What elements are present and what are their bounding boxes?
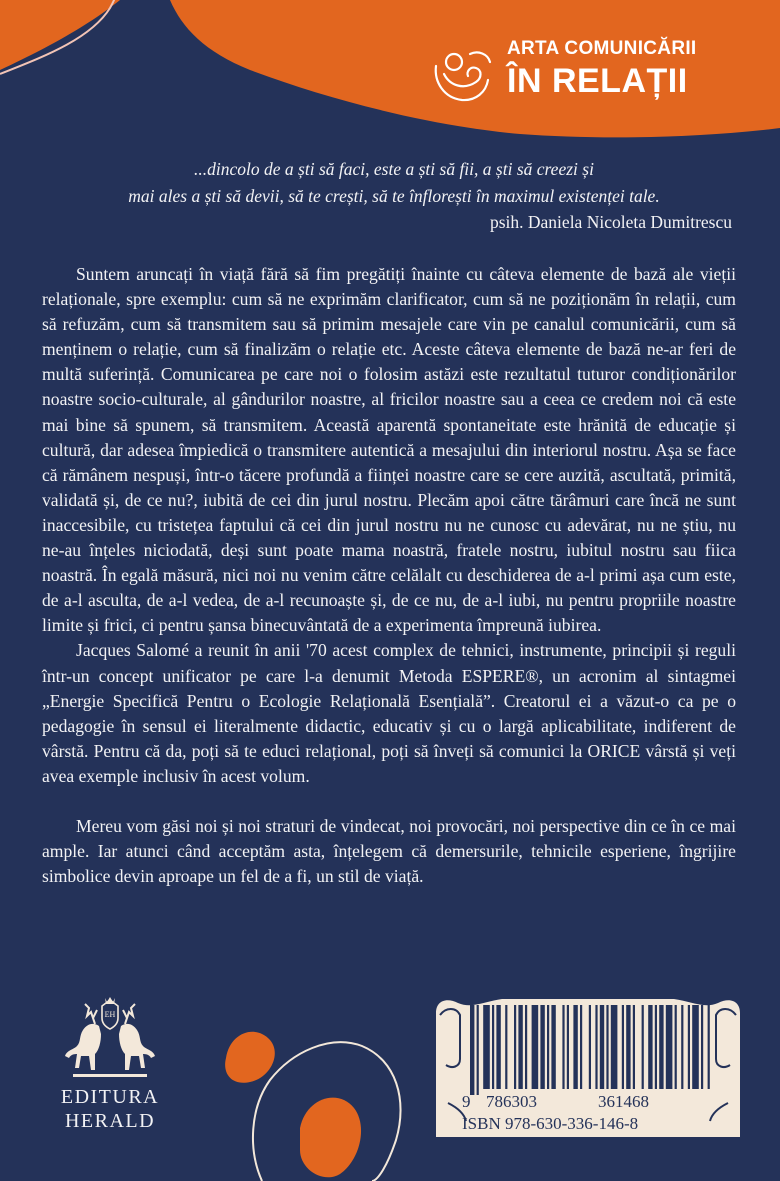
barcode-bar [675,1005,677,1089]
barcode-bar [580,1005,582,1089]
barcode-digit-group: 9 [462,1092,471,1111]
blurb-paragraph: Mereu vom găsi noi și noi straturi de vindecat, noi provocări, noi perspective din ce în ce mai ample. Iar atunci când acceptăm asta, înțelegem că demersurile, tehnicile esperiene, îngrijire simbolice devin aproape un fel de a fi, un stil de viață. [42,815,736,887]
series-title [507,38,697,100]
series-title-line1: ARTA COMUNICĂRII [507,38,697,59]
barcode-bar [642,1005,644,1089]
publisher-name-line1: EDITURA [60,1086,160,1108]
barcode-bar [606,1005,608,1089]
barcode-bar [600,1005,604,1089]
barcode-bar [551,1005,555,1089]
barcode-bar [659,1005,663,1089]
barcode-bar [562,1005,564,1089]
barcode-bar [505,1005,507,1089]
publisher-logo [40,996,180,1133]
quote-author: psih. Daniela Nicoleta Dumitrescu [489,212,732,232]
series-title-line2: ÎN RELAȚII [507,62,688,100]
twin-deer-crest-icon [55,996,165,1080]
barcode-bar [532,1005,539,1089]
barcode-bar [540,1005,544,1089]
quote-line: ...dincolo de a ști să faci, este a ști să fii, a ști să creezi și [194,159,594,179]
barcode-bar [547,1005,549,1089]
barcode-bar [492,1005,494,1089]
embrace-icon [430,42,496,108]
blurb-paragraph: Jacques Salomé a reunit în anii '70 acest complex de tehnici, instrumente, principii și reguli într-un concept unificator pe care l-a denumit Metoda ESPERE®, un acronim al sintagmei „Energie Specifică Pentru o Ecologie Relațională Esențială”. Creatorul ei a văzut-o ca pe o pedagogie în sensul ei literalmente didactic, educativ și cu o largă aplicabilitate, indiferent de vârstă. Pentru că da, poți să te educi relațional, poți să înveți să comunici la ORICE vârstă și veți avea exemple inclusiv în acest volum. [42,640,736,786]
barcode-bar [681,1005,683,1089]
barcode-bar [567,1005,569,1089]
barcode-bar [595,1005,597,1089]
barcode-bar [622,1005,624,1089]
publisher-monogram: EH [104,1010,116,1019]
barcode-bar [688,1005,690,1089]
barcode-bar [525,1005,527,1089]
barcode-digit-group: 361468 [598,1092,649,1111]
barcode-bar [633,1005,635,1089]
barcode-bar [496,1005,500,1089]
barcode-bar [708,1005,710,1089]
barcode-bar [692,1005,699,1089]
barcode-bar [626,1005,630,1089]
blurb-paragraph: Suntem aruncați în viață fără să fim pregătiți înainte cu câteva elemente de bază ale vieții relaționale, spre exemplu: cum să ne exprimăm clarificator, cum să ne poziționăm în relații, cum să refuzăm, cum să transmitem sau să primim mesajele care vin pe canalul comunicării, cum să menținem o relație, cum să finalizăm o relație etc. Aceste câteva elemente de bază ne-ar feri de multă suferință. Comunicarea pe care noi o folosim astăzi este rezultatul tuturor condiționărilor noastre socio-culturale, al gândurilor noastre, al fricilor noastre sau a ceea ce credem noi că este mai bine să spunem, să transmitem. Această aparentă spontaneitate este hrănită de educație și cultură, dar adesea împiedică o transmitere autentică a mesajului din interiorul nostru. Așa se face că rămânem nespuși, într-o tăcere profundă a ființei noastre care se cere auzită, ascultată, primită, validată și, de ce nu?, iubită de cei din jurul nostru. Plecăm apoi către tărâmuri care încă ne sunt inaccesibile, cu tristețea faptului că cei din jurul nostru nu ne cunosc cu adevărat, nu ne știu, nu ne-au înțeles niciodată, deși sunt poate mama noastră, fratele nostru, iubitul nostru sau fiica noastră. În egală măsură, nici noi nu venim către celălalt cu deschiderea de a-l primi așa cum este, de a-l asculta, de a-l vedea, de a-l recunoaște și, de ce nu, de a-l iubi, nu pentru propriile noastre limite și frici, ci pentru șansa binecuvântată de a experimenta împreună iubirea. [42,264,736,636]
barcode-bar [477,1005,479,1095]
blurb-text [42,262,736,889]
barcode-digit-group: 786303 [486,1092,537,1111]
barcode-bar [518,1005,522,1089]
barcode-bar [611,1005,618,1089]
publisher-name-line2: HERALD [64,1110,156,1132]
barcode-bar [483,1005,490,1089]
barcode-bar [589,1005,591,1089]
isbn-text: ISBN 978-630-336-146-8 [462,1114,639,1133]
barcode-bar [514,1005,516,1089]
epigraph-quote [54,156,734,210]
barcode-bar [573,1005,577,1089]
barcode-bar [655,1005,657,1089]
barcode-bar [701,1005,703,1089]
quote-line: mai ales a ști să devii, să te crești, să te înflorești în maximul existenței tale. [128,186,660,206]
barcode-bar [666,1005,673,1089]
barcode-bar [648,1005,652,1089]
barcode-bar [470,1005,474,1095]
